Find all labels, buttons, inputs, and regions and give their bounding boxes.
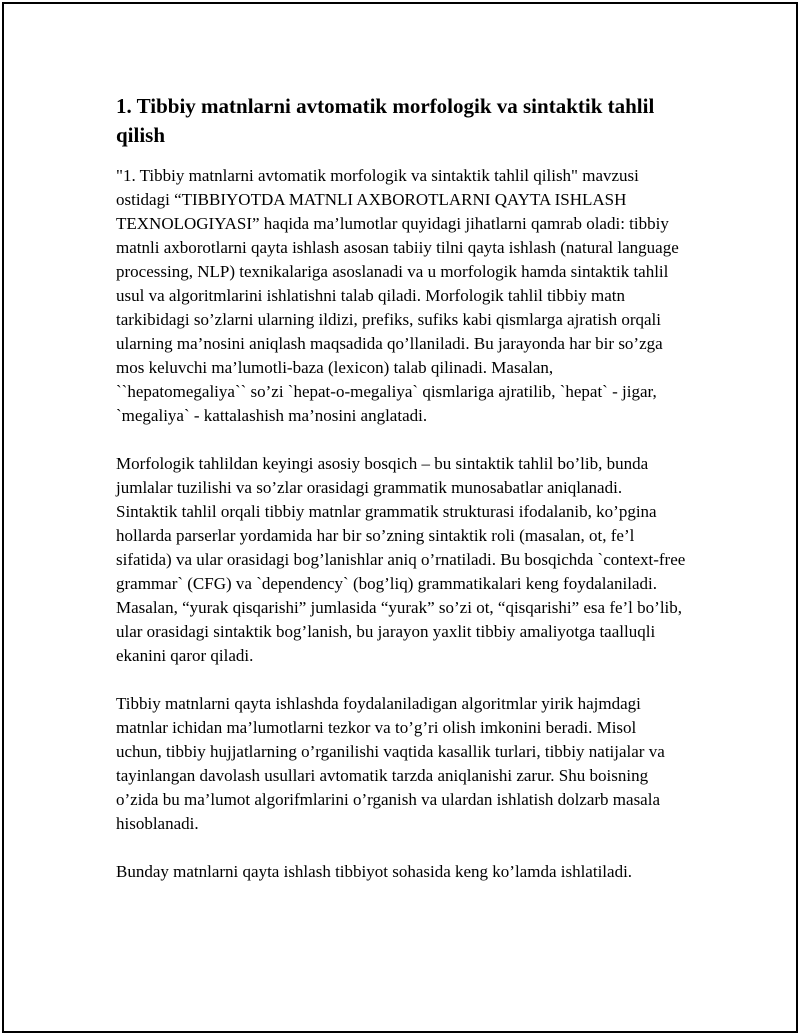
document-body: [116, 92, 686, 884]
document-title: 1. Tibbiy matnlarni avtomatik morfologik va sintaktik tahlil qilish: [116, 94, 655, 147]
paragraph-3: Tibbiy matnlarni qayta ishlashda foydalaniladigan algoritmlar yirik hajmdagi matnlar ichidan ma’lumotlarni tezkor va to’g’ri olish imkonini beradi. Misol uchun, tibbiy hujjatlarning o’rganilishi vaqtida kasallik turlari, tibbiy natijalar va tayinlangan davolash usullari avtomatik tarzda aniqlanishi zarur. Shu boisning o’zida bu ma’lumot algorifmlarini o’rganish va ulardan ishlatish dolzarb masala hisoblanadi.: [116, 694, 665, 833]
paragraph-1: "1. Tibbiy matnlarni avtomatik morfologik va sintaktik tahlil qilish" mavzusi ostidagi “TIBBIYOTDA MATNLI AXBOROTLARNI QAYTA ISHLASH TEXNOLOGIYASI” haqida ma’lumotlar quyidagi jihatlarni qamrab oladi: tibbiy matnli axborotlarni qayta ishlash asosan tabiiy tilni qayta ishlash (natural language processing, NLP) texnikalariga asoslanadi va u morfologik hamda sintaktik tahlil usul va algoritmlarini ishlatishni talab qiladi. Morfologik tahlil tibbiy matn tarkibidagi so’zlarni ularning ildizi, prefiks, sufiks kabi qismlarga ajratish orqali ularning ma’nosini aniqlash maqsadida qo’llaniladi. Bu jarayonda har bir so’zga mos keluvchi ma’lumotli-baza (lexicon) talab qilinadi. Masalan, ``hepatomegaliya`` so’zi `hepat-o-megaliya` qismlariga ajratilib, `hepat` - jigar, `megaliya` - kattalashish ma’nosini anglatadi.: [116, 166, 679, 425]
paragraph-4: Bunday matnlarni qayta ishlash tibbiyot sohasida keng ko’lamda ishlatiladi.: [116, 862, 633, 881]
paragraph-2: Morfologik tahlildan keyingi asosiy bosqich – bu sintaktik tahlil bo’lib, bunda jumlalar tuzilishi va so’zlar orasidagi grammatik munosabatlar aniqlanadi. Sintaktik tahlil orqali tibbiy matnlar grammatik strukturasi ifodalanib, ko’pgina hollarda parserlar yordamida har bir so’zning sintaktik roli (masalan, ot, fe’l sifatida) va ular orasidagi bog’lanishlar aniq o’rnatiladi. Bu bosqichda `context-free grammar` (CFG) va `dependency` (bog’liq) grammatikalari keng foydalaniladi. Masalan, “yurak qisqarishi” jumlasida “yurak” so’zi ot, “qisqarishi” esa fe’l bo’lib, ular orasidagi sintaktik bog’lanish, bu jarayon yaxlit tibbiy amaliyotga taalluqli ekanini qaror qiladi.: [116, 454, 686, 665]
